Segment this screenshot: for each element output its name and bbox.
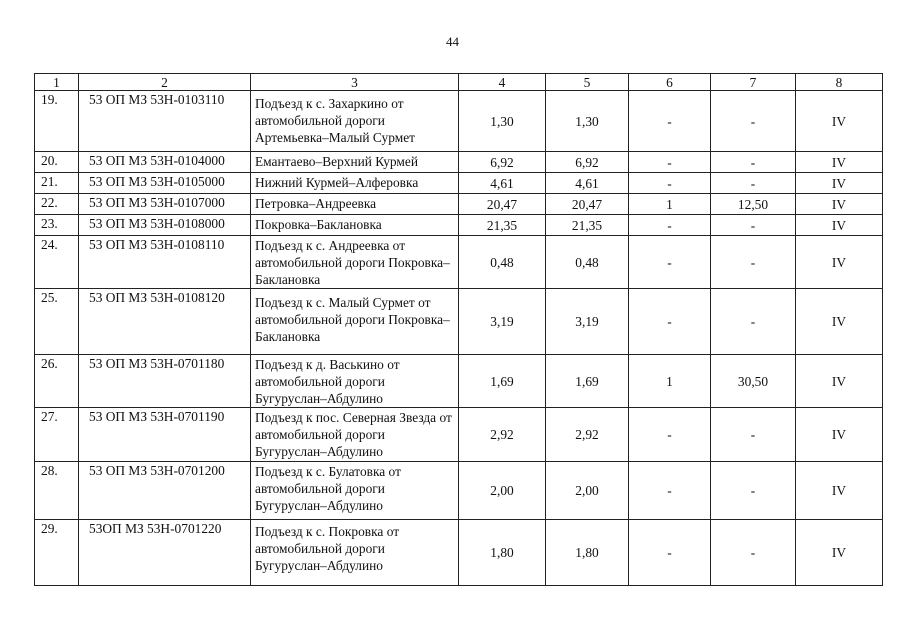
cell-col7: - (711, 408, 796, 462)
column-header: 1 (35, 74, 79, 91)
cell-col7: - (711, 236, 796, 289)
cell-col8: IV (796, 355, 883, 408)
row-number: 19. (35, 91, 79, 152)
cell-col8: IV (796, 152, 883, 173)
cell-col4: 1,30 (459, 91, 546, 152)
road-code: 53 ОП МЗ 53Н-0701180 (79, 355, 251, 408)
road-code: 53 ОП МЗ 53Н-0108120 (79, 289, 251, 355)
column-header: 8 (796, 74, 883, 91)
cell-col5: 0,48 (546, 236, 629, 289)
column-header: 6 (629, 74, 711, 91)
road-code: 53 ОП МЗ 53Н-0701190 (79, 408, 251, 462)
road-name: Нижний Курмей–Алферовка (251, 173, 459, 194)
road-name: Подъезд к д. Васькино от автомобильной дороги Бугуруслан–Абдулино (251, 355, 459, 408)
cell-col5: 1,30 (546, 91, 629, 152)
cell-col4: 3,19 (459, 289, 546, 355)
cell-col8: IV (796, 289, 883, 355)
cell-col8: IV (796, 520, 883, 586)
table-row (35, 173, 883, 194)
cell-col5: 1,80 (546, 520, 629, 586)
cell-col8: IV (796, 91, 883, 152)
cell-col4: 0,48 (459, 236, 546, 289)
row-number: 22. (35, 194, 79, 215)
cell-col4: 21,35 (459, 215, 546, 236)
row-number: 24. (35, 236, 79, 289)
cell-col6: 1 (629, 194, 711, 215)
column-header: 2 (79, 74, 251, 91)
cell-col7: - (711, 215, 796, 236)
cell-col5: 2,92 (546, 408, 629, 462)
road-name: Подъезд к с. Андреевка от автомобильной дороги Покровка–Баклановка (251, 236, 459, 289)
cell-col4: 4,61 (459, 173, 546, 194)
cell-col7: - (711, 462, 796, 520)
row-number: 26. (35, 355, 79, 408)
row-number: 25. (35, 289, 79, 355)
cell-col5: 3,19 (546, 289, 629, 355)
cell-col4: 2,00 (459, 462, 546, 520)
table-row (35, 355, 883, 408)
cell-col8: IV (796, 215, 883, 236)
row-number: 23. (35, 215, 79, 236)
row-number: 28. (35, 462, 79, 520)
road-name: Подъезд к пос. Северная Звезда от автомобильной дороги Бугуруслан–Абдулино (251, 408, 459, 462)
cell-col7: - (711, 173, 796, 194)
road-code: 53 ОП МЗ 53Н-0107000 (79, 194, 251, 215)
cell-col6: - (629, 408, 711, 462)
row-number: 21. (35, 173, 79, 194)
road-code: 53 ОП МЗ 53Н-0108110 (79, 236, 251, 289)
road-code: 53 ОП МЗ 53Н-0108000 (79, 215, 251, 236)
column-header: 7 (711, 74, 796, 91)
table-row (35, 152, 883, 173)
road-name: Подъезд к с. Захаркино от автомобильной дороги Артемьевка–Малый Сурмет (251, 91, 459, 152)
cell-col7: - (711, 91, 796, 152)
cell-col7: - (711, 152, 796, 173)
cell-col6: - (629, 215, 711, 236)
cell-col6: - (629, 462, 711, 520)
cell-col8: IV (796, 236, 883, 289)
table-row (35, 408, 883, 462)
header-row (35, 74, 883, 91)
cell-col4: 2,92 (459, 408, 546, 462)
road-name: Подъезд к с. Булатовка от автомобильной дороги Бугуруслан–Абдулино (251, 462, 459, 520)
cell-col5: 20,47 (546, 194, 629, 215)
cell-col6: - (629, 236, 711, 289)
cell-col8: IV (796, 462, 883, 520)
cell-col6: - (629, 91, 711, 152)
road-code: 53 ОП МЗ 53Н-0103110 (79, 91, 251, 152)
cell-col7: 30,50 (711, 355, 796, 408)
cell-col8: IV (796, 408, 883, 462)
road-code: 53 ОП МЗ 53Н-0104000 (79, 152, 251, 173)
cell-col5: 4,61 (546, 173, 629, 194)
cell-col5: 2,00 (546, 462, 629, 520)
cell-col4: 1,69 (459, 355, 546, 408)
column-header: 5 (546, 74, 629, 91)
cell-col7: - (711, 289, 796, 355)
road-name: Подъезд к с. Малый Сурмет от автомобильной дороги Покровка–Баклановка (251, 289, 459, 355)
row-number: 29. (35, 520, 79, 586)
road-code: 53ОП МЗ 53Н-0701220 (79, 520, 251, 586)
table-row (35, 462, 883, 520)
table-row (35, 215, 883, 236)
cell-col5: 1,69 (546, 355, 629, 408)
page-number: 44 (446, 34, 459, 49)
column-header: 3 (251, 74, 459, 91)
road-code: 53 ОП МЗ 53Н-0105000 (79, 173, 251, 194)
column-header: 4 (459, 74, 546, 91)
cell-col6: 1 (629, 355, 711, 408)
cell-col5: 21,35 (546, 215, 629, 236)
cell-col4: 6,92 (459, 152, 546, 173)
cell-col8: IV (796, 194, 883, 215)
roads-table (34, 73, 883, 586)
row-number: 27. (35, 408, 79, 462)
table-row (35, 194, 883, 215)
cell-col4: 1,80 (459, 520, 546, 586)
cell-col7: 12,50 (711, 194, 796, 215)
cell-col6: - (629, 289, 711, 355)
cell-col6: - (629, 152, 711, 173)
cell-col4: 20,47 (459, 194, 546, 215)
table-row (35, 520, 883, 586)
road-name: Подъезд к с. Покровка от автомобильной дороги Бугуруслан–Абдулино (251, 520, 459, 586)
road-code: 53 ОП МЗ 53Н-0701200 (79, 462, 251, 520)
road-name: Емантаево–Верхний Курмей (251, 152, 459, 173)
road-name: Петровка–Андреевка (251, 194, 459, 215)
road-name: Покровка–Баклановка (251, 215, 459, 236)
table-row (35, 289, 883, 355)
row-number: 20. (35, 152, 79, 173)
cell-col7: - (711, 520, 796, 586)
cell-col5: 6,92 (546, 152, 629, 173)
cell-col6: - (629, 520, 711, 586)
table-row (35, 236, 883, 289)
cell-col8: IV (796, 173, 883, 194)
table-row (35, 91, 883, 152)
cell-col6: - (629, 173, 711, 194)
